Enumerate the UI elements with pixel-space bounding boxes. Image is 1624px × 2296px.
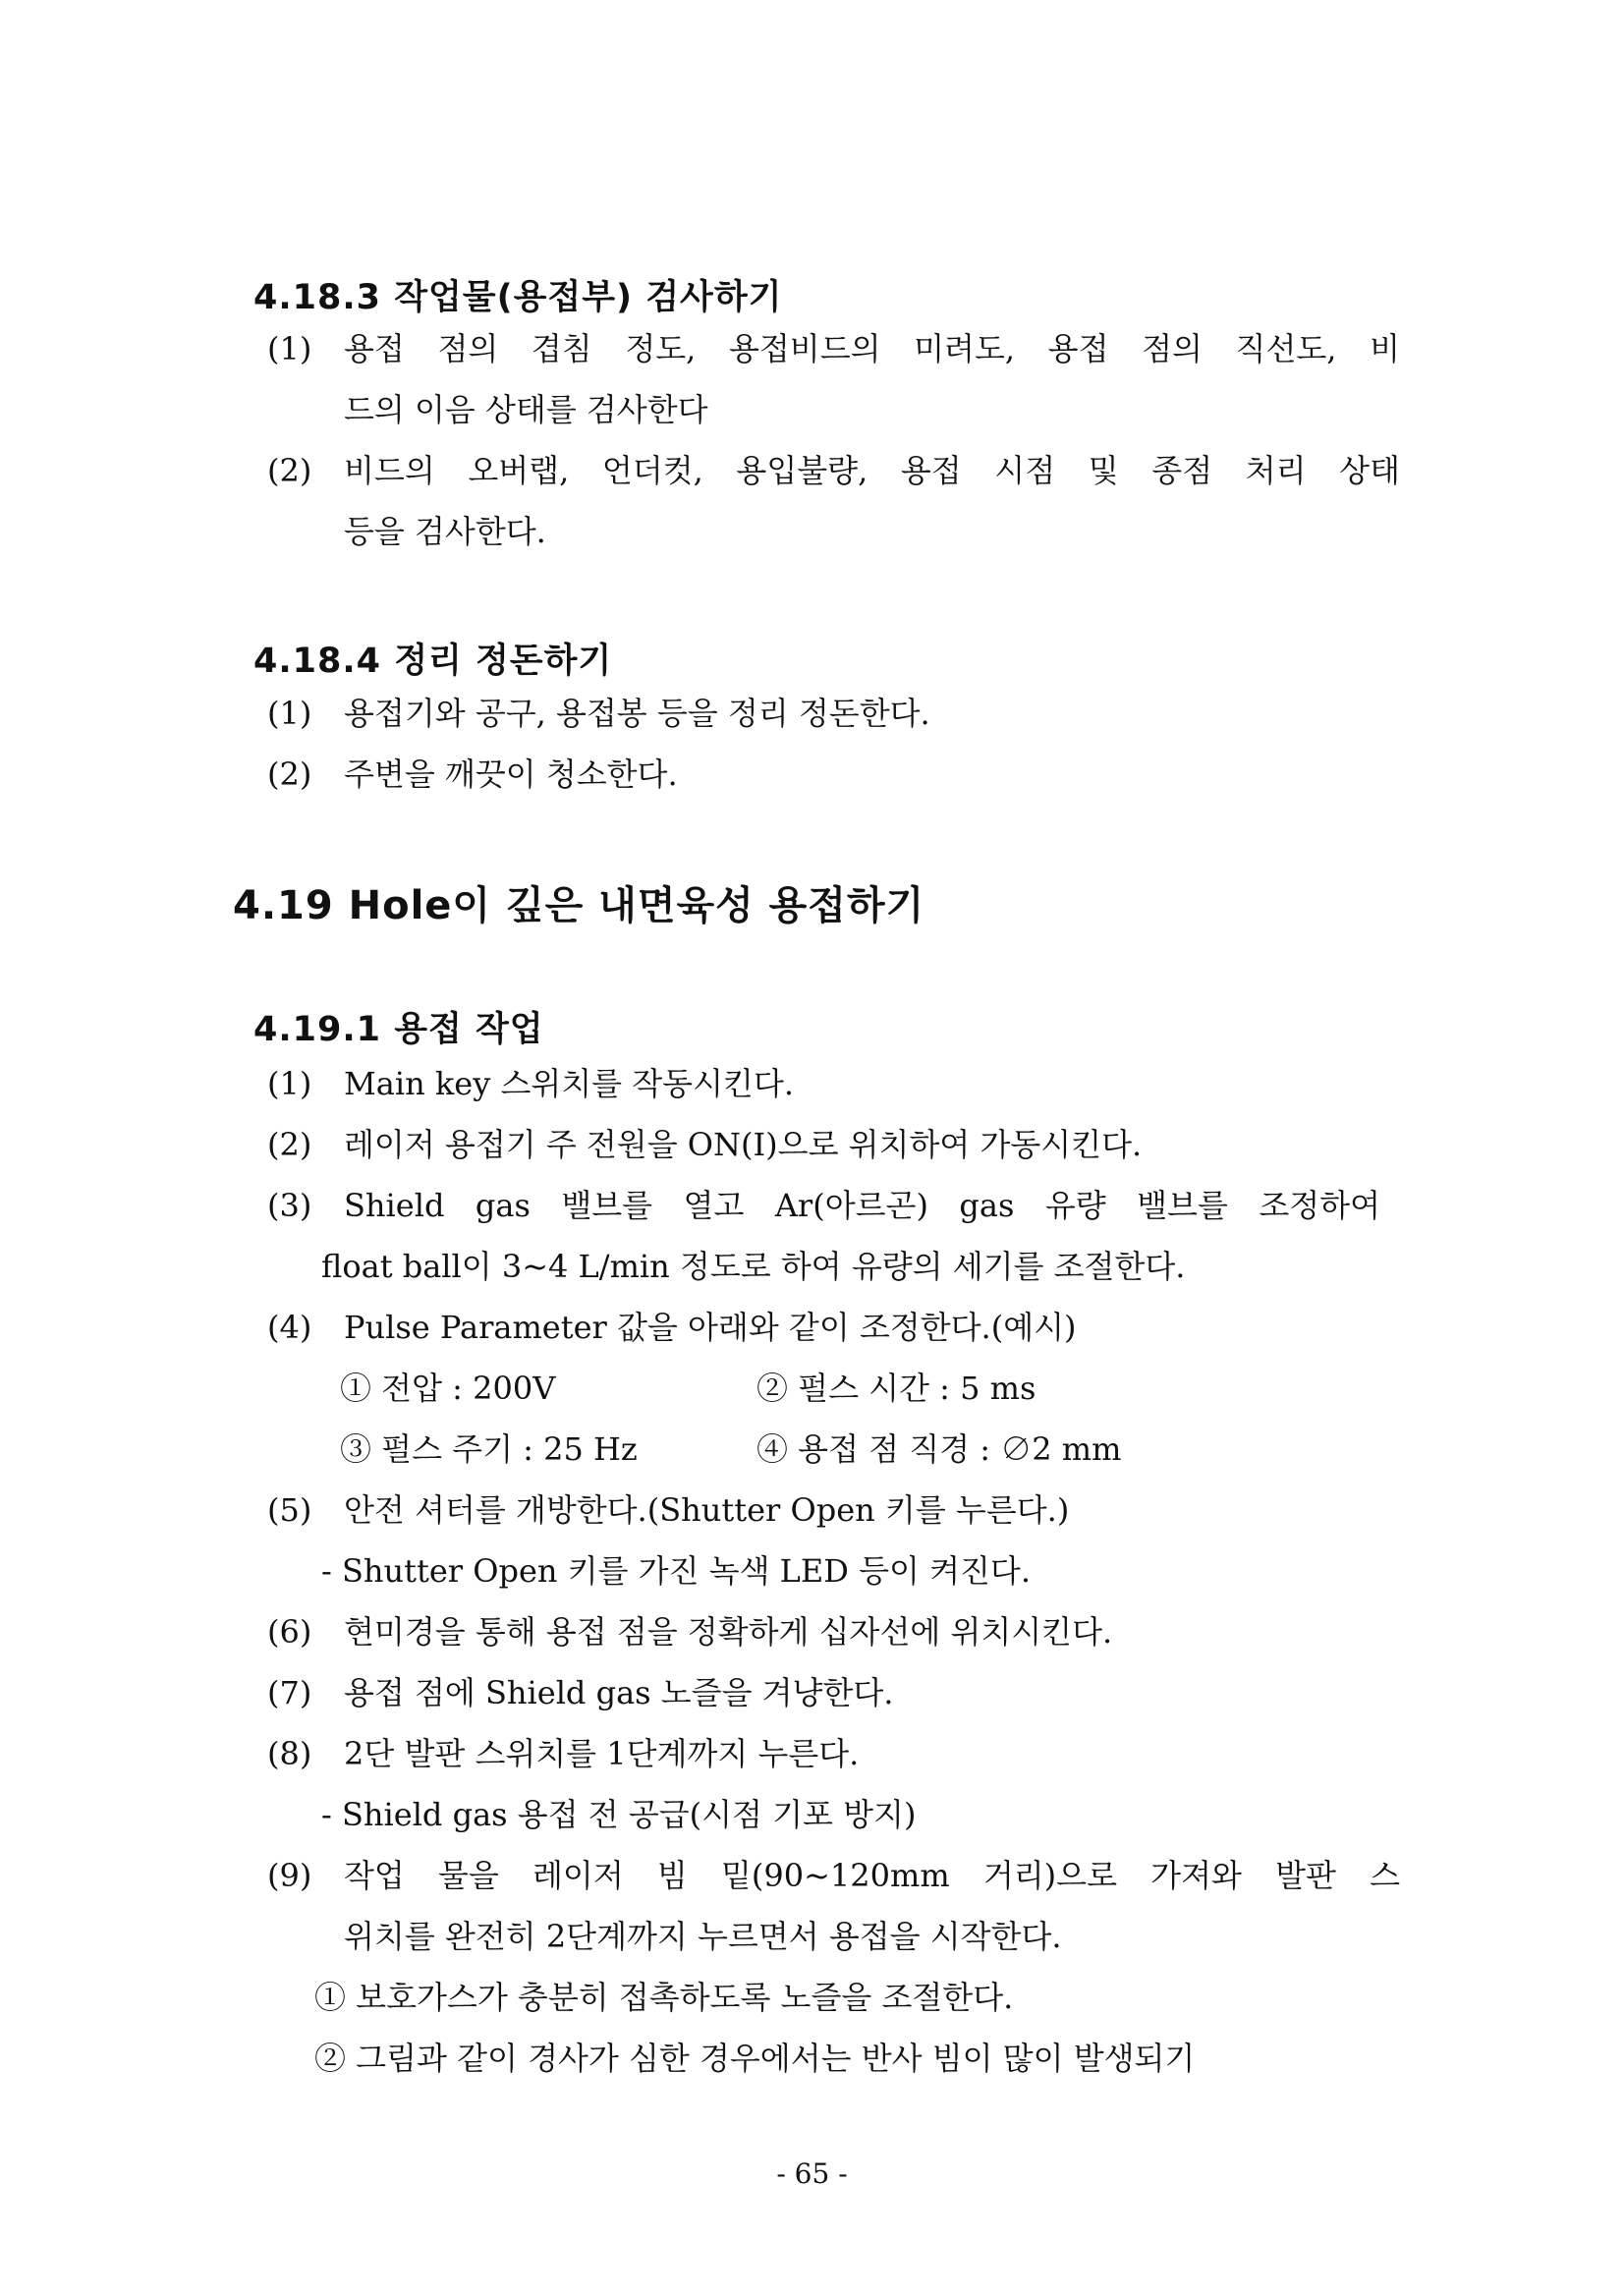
- param-pulse-period: ③ 펄스 주기 : 25 Hz: [340, 1430, 638, 1468]
- item-number: (8): [267, 1735, 312, 1772]
- item-number: (4): [267, 1309, 312, 1346]
- item-number: (1): [267, 330, 312, 367]
- item-text: 용접 점의 겹침 정도, 용접비드의 미려도, 용접 점의 직선도, 비: [344, 330, 1400, 367]
- item-text: 안전 셔터를 개방한다.(Shutter Open 키를 누른다.): [344, 1491, 1070, 1529]
- item-continuation: 등을 검사한다.: [344, 513, 546, 550]
- item-number: (6): [267, 1613, 312, 1651]
- item-subnote: - Shield gas 용접 전 공급(시점 기포 방지): [321, 1796, 917, 1833]
- item-continuation: 드의 이음 상태를 검사한다: [344, 391, 708, 428]
- item-number: (1): [267, 695, 312, 732]
- section-heading-4-19: 4.19 Hole이 깊은 내면육성 용접하기: [233, 883, 925, 928]
- item-number: (7): [267, 1674, 312, 1711]
- param-pulse-time: ② 펄스 시간 : 5 ms: [756, 1370, 1036, 1407]
- item-text: Main key 스위치를 작동시킨다.: [344, 1065, 794, 1102]
- param-spot-diameter: ④ 용접 점 직경 : ∅2 mm: [756, 1430, 1122, 1468]
- item-number: (2): [267, 452, 312, 489]
- item-circled-2: ② 그림과 같이 경사가 심한 경우에서는 반사 빔이 많이 발생되기: [314, 2040, 1196, 2077]
- item-subnote: - Shutter Open 키를 가진 녹색 LED 등이 켜진다.: [321, 1552, 1032, 1590]
- item-continuation: 위치를 완전히 2단계까지 누르면서 용접을 시작한다.: [344, 1918, 1062, 1955]
- item-text: 주변을 깨끗이 청소한다.: [344, 756, 678, 793]
- section-heading-4-19-1: 4.19.1 용접 작업: [253, 1010, 544, 1049]
- item-text: 2단 발판 스위치를 1단계까지 누른다.: [344, 1735, 860, 1772]
- item-text: Shield gas 밸브를 열고 Ar(아르곤) gas 유량 밸브를 조정하여: [344, 1187, 1380, 1224]
- item-number: (3): [267, 1187, 312, 1224]
- item-continuation: float ball이 3~4 L/min 정도로 하여 유량의 세기를 조절한다.: [321, 1248, 1186, 1285]
- item-number: (9): [267, 1857, 312, 1894]
- param-voltage: ① 전압 : 200V: [340, 1370, 556, 1407]
- item-number: (2): [267, 1126, 312, 1163]
- item-text: 비드의 오버랩, 언더컷, 용입불량, 용접 시점 및 종점 처리 상태: [344, 452, 1400, 489]
- item-text: 레이저 용접기 주 전원을 ON(Ⅰ)으로 위치하여 가동시킨다.: [344, 1126, 1143, 1163]
- section-heading-4-18-3: 4.18.3 작업물(용접부) 검사하기: [253, 278, 783, 317]
- item-text: 용접기와 공구, 용접봉 등을 정리 정돈한다.: [344, 695, 930, 732]
- section-heading-4-18-4: 4.18.4 정리 정돈하기: [253, 642, 613, 681]
- item-text: 작업 물을 레이저 빔 밑(90~120mm 거리)으로 가져와 발판 스: [344, 1857, 1400, 1894]
- item-number: (2): [267, 756, 312, 793]
- page-number: - 65 -: [776, 2157, 848, 2190]
- item-text: 용접 점에 Shield gas 노즐을 겨냥한다.: [344, 1674, 894, 1711]
- item-number: (1): [267, 1065, 312, 1102]
- item-text: 현미경을 통해 용접 점을 정확하게 십자선에 위치시킨다.: [344, 1613, 1113, 1651]
- item-text: Pulse Parameter 값을 아래와 같이 조정한다.(예시): [344, 1309, 1077, 1346]
- item-number: (5): [267, 1491, 312, 1529]
- item-circled-1: ① 보호가스가 충분히 접촉하도록 노즐을 조절한다.: [314, 1979, 1014, 2016]
